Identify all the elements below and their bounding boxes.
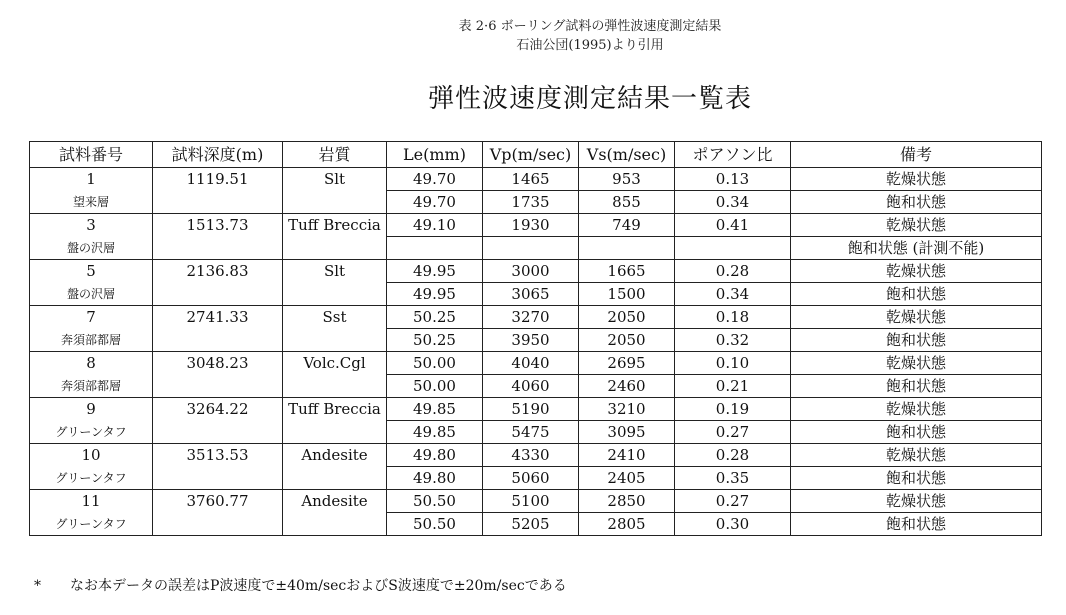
le-cell: 49.95 — [387, 283, 483, 306]
le-cell — [387, 237, 483, 260]
rock-type-cell: Sst — [283, 306, 387, 352]
depth-cell: 1513.73 — [153, 214, 283, 260]
vp-cell: 3950 — [483, 329, 579, 352]
formation-cell: グリーンタフ — [30, 467, 153, 490]
poisson-cell: 0.10 — [675, 352, 791, 375]
vs-cell: 2050 — [579, 306, 675, 329]
formation-cell: 奔須部都層 — [30, 375, 153, 398]
formation-cell: 望来層 — [30, 191, 153, 214]
vs-cell: 953 — [579, 168, 675, 191]
formation-cell: グリーンタフ — [30, 421, 153, 444]
vs-cell: 2405 — [579, 467, 675, 490]
le-cell: 49.85 — [387, 421, 483, 444]
poisson-cell: 0.41 — [675, 214, 791, 237]
vs-cell: 2805 — [579, 513, 675, 536]
poisson-cell: 0.28 — [675, 444, 791, 467]
poisson-cell: 0.19 — [675, 398, 791, 421]
header-le: Le(mm) — [387, 142, 483, 168]
vp-cell: 5190 — [483, 398, 579, 421]
rock-type-cell: Andesite — [283, 490, 387, 536]
note-cell: 飽和状態 — [791, 283, 1042, 306]
le-cell: 50.25 — [387, 329, 483, 352]
sample-no-cell: 3 — [30, 214, 153, 237]
vp-cell: 5475 — [483, 421, 579, 444]
vs-cell — [579, 237, 675, 260]
caption-title: 表 2·6 ボーリング試料の弾性波速度測定結果 — [458, 19, 722, 34]
results-table — [29, 141, 1042, 536]
header-depth: 試料深度(m) — [153, 142, 283, 168]
note-cell: 飽和状態 — [791, 421, 1042, 444]
note-cell: 乾燥状態 — [791, 352, 1042, 375]
table-body — [30, 168, 1042, 536]
vp-cell: 3270 — [483, 306, 579, 329]
sample-no-cell: 9 — [30, 398, 153, 421]
poisson-cell: 0.13 — [675, 168, 791, 191]
poisson-cell: 0.28 — [675, 260, 791, 283]
vs-cell: 749 — [579, 214, 675, 237]
vs-cell: 1665 — [579, 260, 675, 283]
rock-type-cell: Volc.Cgl — [283, 352, 387, 398]
depth-cell: 2741.33 — [153, 306, 283, 352]
depth-cell: 3264.22 — [153, 398, 283, 444]
note-cell: 乾燥状態 — [791, 214, 1042, 237]
caption-source: 石油公団(1995)より引用 — [516, 38, 664, 53]
table-caption — [330, 17, 850, 55]
note-cell: 乾燥状態 — [791, 260, 1042, 283]
poisson-cell — [675, 237, 791, 260]
vs-cell: 2850 — [579, 490, 675, 513]
rock-type-cell: Andesite — [283, 444, 387, 490]
vs-cell: 2050 — [579, 329, 675, 352]
table-row — [30, 260, 1042, 283]
page-title: 弾性波速度測定結果一覧表 — [427, 84, 752, 114]
vs-cell: 1500 — [579, 283, 675, 306]
poisson-cell: 0.18 — [675, 306, 791, 329]
le-cell: 49.95 — [387, 260, 483, 283]
note-cell: 乾燥状態 — [791, 306, 1042, 329]
footnote — [34, 575, 1034, 595]
note-cell: 飽和状態 (計測不能) — [791, 237, 1042, 260]
table-row — [30, 168, 1042, 191]
vs-cell: 2695 — [579, 352, 675, 375]
header-note: 備考 — [791, 142, 1042, 168]
note-cell: 乾燥状態 — [791, 444, 1042, 467]
poisson-cell: 0.30 — [675, 513, 791, 536]
rock-type-cell: Tuff Breccia — [283, 214, 387, 260]
table-row — [30, 214, 1042, 237]
le-cell: 49.85 — [387, 398, 483, 421]
note-cell: 乾燥状態 — [791, 398, 1042, 421]
vp-cell: 5060 — [483, 467, 579, 490]
sample-no-cell: 8 — [30, 352, 153, 375]
rock-type-cell: Slt — [283, 168, 387, 214]
note-cell: 乾燥状態 — [791, 490, 1042, 513]
table-row — [30, 398, 1042, 421]
depth-cell: 3760.77 — [153, 490, 283, 536]
note-cell: 飽和状態 — [791, 513, 1042, 536]
le-cell: 50.25 — [387, 306, 483, 329]
vp-cell: 1735 — [483, 191, 579, 214]
poisson-cell: 0.32 — [675, 329, 791, 352]
poisson-cell: 0.35 — [675, 467, 791, 490]
le-cell: 49.70 — [387, 168, 483, 191]
vp-cell: 1465 — [483, 168, 579, 191]
poisson-cell: 0.34 — [675, 283, 791, 306]
footnote-text: なお本データの誤差はP波速度で±40m/secおよびS波速度で±20m/secである — [70, 578, 567, 594]
sample-no-cell: 11 — [30, 490, 153, 513]
note-cell: 飽和状態 — [791, 375, 1042, 398]
le-cell: 50.50 — [387, 490, 483, 513]
header-sample-no: 試料番号 — [30, 142, 153, 168]
note-cell: 飽和状態 — [791, 329, 1042, 352]
header-poisson: ポアソン比 — [675, 142, 791, 168]
depth-cell: 3513.53 — [153, 444, 283, 490]
table-row — [30, 490, 1042, 513]
vp-cell: 5100 — [483, 490, 579, 513]
rock-type-cell: Tuff Breccia — [283, 398, 387, 444]
formation-cell: 盤の沢層 — [30, 283, 153, 306]
poisson-cell: 0.21 — [675, 375, 791, 398]
depth-cell: 2136.83 — [153, 260, 283, 306]
note-cell: 飽和状態 — [791, 191, 1042, 214]
table-header-row — [30, 142, 1042, 168]
le-cell: 49.70 — [387, 191, 483, 214]
formation-cell: 奔須部都層 — [30, 329, 153, 352]
sample-no-cell: 1 — [30, 168, 153, 191]
poisson-cell: 0.34 — [675, 191, 791, 214]
le-cell: 50.50 — [387, 513, 483, 536]
poisson-cell: 0.27 — [675, 421, 791, 444]
rock-type-cell: Slt — [283, 260, 387, 306]
depth-cell: 1119.51 — [153, 168, 283, 214]
note-cell: 飽和状態 — [791, 467, 1042, 490]
vs-cell: 2410 — [579, 444, 675, 467]
footnote-star: * — [34, 578, 41, 594]
vs-cell: 3210 — [579, 398, 675, 421]
depth-cell: 3048.23 — [153, 352, 283, 398]
le-cell: 50.00 — [387, 352, 483, 375]
poisson-cell: 0.27 — [675, 490, 791, 513]
le-cell: 49.10 — [387, 214, 483, 237]
vp-cell: 5205 — [483, 513, 579, 536]
vp-cell — [483, 237, 579, 260]
vs-cell: 855 — [579, 191, 675, 214]
sample-no-cell: 7 — [30, 306, 153, 329]
vp-cell: 3000 — [483, 260, 579, 283]
table-row — [30, 352, 1042, 375]
header-rock: 岩質 — [283, 142, 387, 168]
sample-no-cell: 5 — [30, 260, 153, 283]
formation-cell: 盤の沢層 — [30, 237, 153, 260]
vp-cell: 1930 — [483, 214, 579, 237]
table-row — [30, 306, 1042, 329]
note-cell: 乾燥状態 — [791, 168, 1042, 191]
vs-cell: 3095 — [579, 421, 675, 444]
sample-no-cell: 10 — [30, 444, 153, 467]
vp-cell: 4060 — [483, 375, 579, 398]
vp-cell: 4040 — [483, 352, 579, 375]
formation-cell: グリーンタフ — [30, 513, 153, 536]
vs-cell: 2460 — [579, 375, 675, 398]
header-vp: Vp(m/sec) — [483, 142, 579, 168]
le-cell: 49.80 — [387, 444, 483, 467]
vp-cell: 3065 — [483, 283, 579, 306]
table-row — [30, 444, 1042, 467]
vp-cell: 4330 — [483, 444, 579, 467]
header-vs: Vs(m/sec) — [579, 142, 675, 168]
le-cell: 50.00 — [387, 375, 483, 398]
le-cell: 49.80 — [387, 467, 483, 490]
